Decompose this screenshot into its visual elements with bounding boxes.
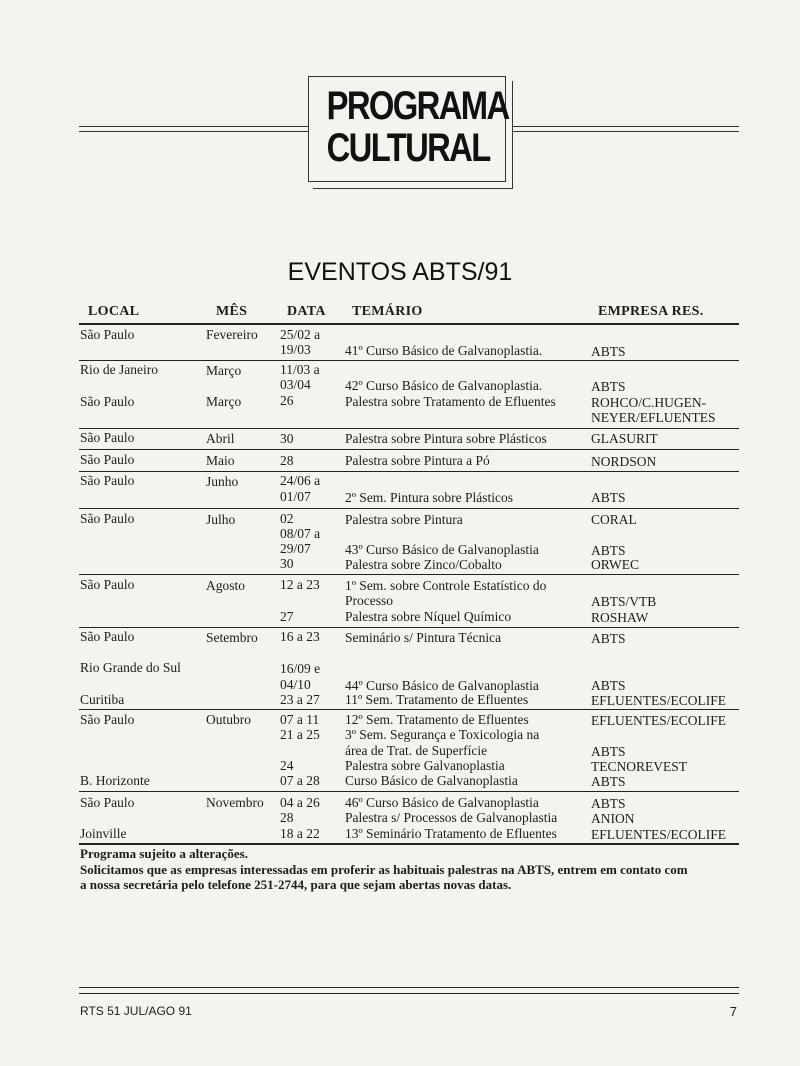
cell-empresa: ABTS: [591, 490, 626, 505]
cell-tema: Palestra sobre Níquel Químico: [345, 609, 512, 624]
column-header-empresa: EMPRESA RES.: [598, 304, 704, 319]
cell-data: 18 a 22: [280, 826, 320, 841]
cell-data: 07 a 28: [280, 773, 320, 788]
cell-tema: 11º Sem. Tratamento de Efluentes: [345, 692, 529, 707]
cell-mes: Setembro: [206, 630, 258, 645]
cell-data: 24: [280, 758, 294, 773]
cell-tema: 42º Curso Básico de Galvanoplastia.: [345, 378, 543, 393]
column-header-data: DATA: [287, 304, 326, 319]
cell-mes: Maio: [206, 453, 235, 468]
cell-empresa: ABTS: [591, 379, 626, 394]
cell-data: 19/03: [280, 342, 311, 357]
cell-data: 16/09 e: [280, 661, 321, 676]
page-number: 7: [729, 1004, 737, 1019]
cell-local: Curitiba: [80, 692, 125, 707]
cell-tema: Processo: [345, 593, 393, 608]
cell-empresa: NORDSON: [591, 454, 657, 469]
cell-empresa: NEYER/EFLUENTES: [591, 410, 716, 425]
cell-empresa: EFLUENTES/ECOLIFE: [591, 827, 726, 842]
cell-data: 07 a 11: [280, 712, 320, 727]
cell-empresa: ABTS: [591, 744, 626, 759]
cell-local: São Paulo: [80, 577, 135, 592]
cell-tema: 46º Curso Básico de Galvanoplastia: [345, 795, 539, 810]
cell-tema: 2º Sem. Pintura sobre Plásticos: [345, 490, 514, 505]
cell-data: 08/07 a: [280, 526, 321, 541]
cell-local: São Paulo: [80, 452, 135, 467]
cell-tema: Palestra s/ Processos de Galvanoplastia: [345, 810, 558, 825]
cell-empresa: ABTS/VTB: [591, 594, 657, 609]
cell-empresa: ABTS: [591, 774, 626, 789]
cell-tema: Palestra sobre Tratamento de Efluentes: [345, 394, 556, 409]
row-rule: [79, 574, 739, 575]
cell-tema: 43º Curso Básico de Galvanoplastia: [345, 542, 539, 557]
row-rule: [79, 360, 739, 361]
cell-data: 30: [280, 431, 294, 446]
cell-data: 16 a 23: [280, 629, 320, 644]
cell-empresa: ABTS: [591, 796, 626, 811]
cell-tema: 3º Sem. Segurança e Toxicologia na: [345, 727, 540, 742]
cell-mes: Agosto: [206, 578, 246, 593]
row-rule: [79, 709, 739, 710]
cell-local: Rio Grande do Sul: [80, 660, 181, 675]
cell-empresa: ABTS: [591, 678, 626, 693]
cell-tema: Curso Básico de Galvanoplastia: [345, 773, 518, 788]
cell-empresa: EFLUENTES/ECOLIFE: [591, 693, 726, 708]
cell-local: São Paulo: [80, 473, 135, 488]
cell-empresa: ABTS: [591, 344, 626, 359]
cell-mes: Junho: [206, 474, 239, 489]
cell-local: São Paulo: [80, 430, 135, 445]
banner-rule-right-bottom: [513, 131, 739, 132]
cell-tema: Palestra sobre Zinco/Cobalto: [345, 557, 502, 572]
cell-local: São Paulo: [80, 511, 135, 526]
cell-empresa: ROHCO/C.HUGEN-: [591, 395, 707, 410]
cell-data: 30: [280, 556, 294, 571]
cell-local: Joinville: [80, 826, 127, 841]
cell-mes: Fevereiro: [206, 327, 258, 342]
cell-data: 28: [280, 810, 294, 825]
cell-data: 21 a 25: [280, 727, 320, 742]
banner-title-line-1: PROGRAMA: [326, 84, 509, 128]
cell-mes: Março: [206, 394, 242, 409]
cell-empresa: TECNOREVEST: [591, 759, 687, 774]
cell-tema: 44º Curso Básico de Galvanoplastia: [345, 678, 539, 693]
cell-mes: Março: [206, 363, 242, 378]
cell-data: 04 a 26: [280, 795, 320, 810]
footer-issue: RTS 51 JUL/AGO 91: [80, 1004, 192, 1018]
cell-local: Rio de Janeiro: [80, 362, 158, 377]
cell-tema: Seminário s/ Pintura Técnica: [345, 630, 502, 645]
column-header-tema: TEMÁRIO: [352, 304, 423, 319]
footer-rule-top: [79, 987, 739, 988]
cell-tema: 41º Curso Básico de Galvanoplastia.: [345, 343, 543, 358]
banner-title-line-2: CULTURAL: [326, 126, 490, 170]
row-rule: [79, 508, 739, 509]
column-header-mes: MÊS: [216, 304, 248, 319]
cell-local: São Paulo: [80, 327, 135, 342]
cell-empresa: ABTS: [591, 631, 626, 646]
cell-data: 24/06 a: [280, 473, 321, 488]
cell-tema: área de Trat. de Superfície: [345, 743, 488, 758]
cell-tema: Palestra sobre Pintura a Pó: [345, 453, 490, 468]
cell-data: 26: [280, 393, 294, 408]
banner-rule-left-top: [79, 126, 308, 127]
cell-data: 11/03 a: [280, 362, 320, 377]
banner-rule-right-top: [513, 126, 739, 127]
cell-tema: Palestra sobre Pintura: [345, 512, 463, 527]
cell-mes: Abril: [206, 431, 235, 446]
events-title: EVENTOS ABTS/91: [287, 258, 513, 286]
cell-empresa: CORAL: [591, 512, 637, 527]
banner-rule-left-bottom: [79, 131, 308, 132]
cell-data: 01/07: [280, 489, 311, 504]
row-rule: [79, 627, 739, 628]
table-bottom-rule: [79, 843, 739, 845]
cell-data: 03/04: [280, 377, 311, 392]
cell-empresa: ANION: [591, 811, 635, 826]
row-rule: [79, 471, 739, 472]
notes: [80, 846, 748, 893]
row-rule: [79, 791, 739, 792]
cell-tema: Palestra sobre Galvanoplastia: [345, 758, 505, 773]
cell-empresa: ORWEC: [591, 557, 640, 572]
note-contact-line-2: a nossa secretária pelo telefone 251-2744, para que sejam abertas novas datas.: [80, 877, 512, 892]
cell-data: 04/10: [280, 677, 311, 692]
cell-tema: Palestra sobre Pintura sobre Plásticos: [345, 431, 547, 446]
cell-mes: Outubro: [206, 712, 251, 727]
cell-data: 02: [280, 511, 294, 526]
cell-tema: 12º Sem. Tratamento de Efluentes: [345, 712, 529, 727]
row-rule: [79, 449, 739, 450]
cell-empresa: ROSHAW: [591, 610, 649, 625]
cell-empresa: GLASURIT: [591, 431, 658, 446]
cell-local: São Paulo: [80, 394, 135, 409]
cell-data: 25/02 a: [280, 327, 321, 342]
table-top-rule: [79, 323, 739, 325]
note-contact-line-1: Solicitamos que as empresas interessadas em proferir as habituais palestras na ABTS, entrem em contato com: [80, 861, 688, 877]
column-header-local: LOCAL: [88, 304, 140, 319]
footer-rule-bottom: [79, 993, 739, 994]
cell-data: 23 a 27: [280, 692, 320, 707]
cell-empresa: ABTS: [591, 543, 626, 558]
cell-mes: Julho: [206, 512, 236, 527]
cell-local: São Paulo: [80, 712, 135, 727]
row-rule: [79, 428, 739, 429]
cell-data: 27: [280, 609, 294, 624]
cell-data: 29/07: [280, 541, 311, 556]
cell-data: 12 a 23: [280, 577, 320, 592]
banner-box: [308, 76, 509, 182]
cell-local: B. Horizonte: [80, 773, 150, 788]
cell-tema: 13º Seminário Tratamento de Efluentes: [345, 826, 557, 841]
cell-data: 28: [280, 453, 294, 468]
note-subject-to-change: Programa sujeito a alterações.: [80, 846, 248, 861]
cell-mes: Novembro: [206, 795, 264, 810]
cell-empresa: EFLUENTES/ECOLIFE: [591, 713, 726, 728]
cell-tema: 1º Sem. sobre Controle Estatístico do: [345, 578, 547, 593]
cell-local: São Paulo: [80, 629, 135, 644]
cell-local: São Paulo: [80, 795, 135, 810]
